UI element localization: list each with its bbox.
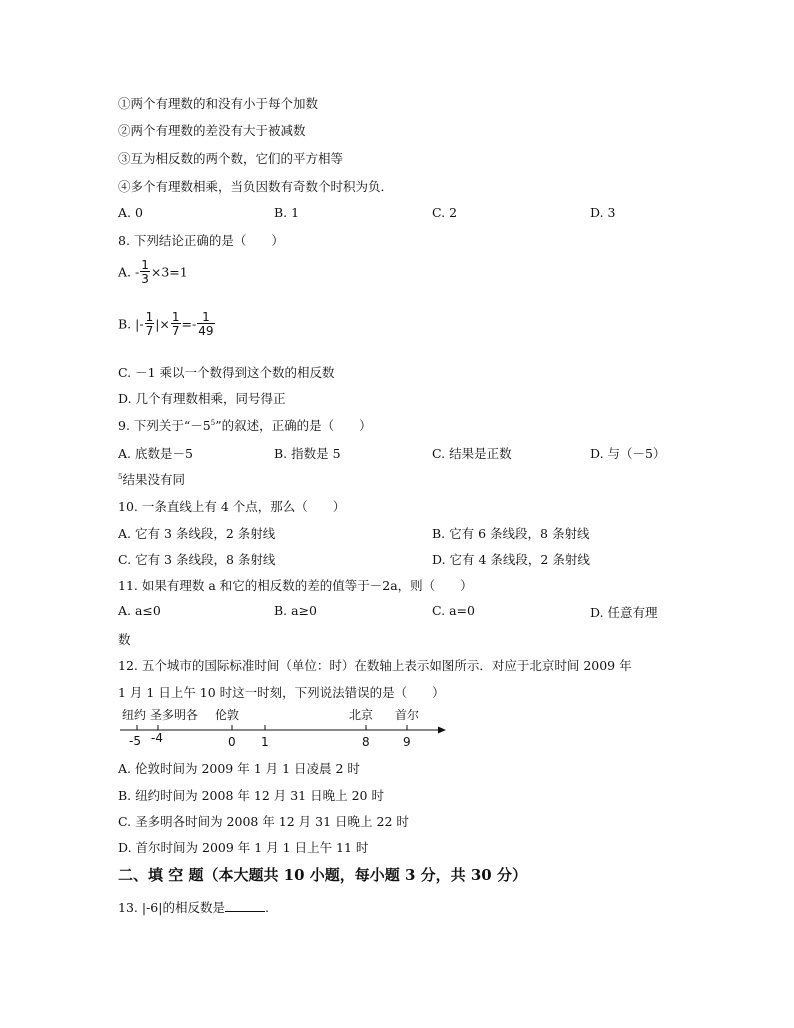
numerator: 1 xyxy=(202,310,210,324)
denominator: 7 xyxy=(145,324,154,338)
q9-option-d: D. 与（－5） xyxy=(590,446,666,461)
q12-stem-line1: 12. 五个城市的国际标准时间（单位：时）在数轴上表示如图所示．对应于北京时间 2009 年 xyxy=(118,658,632,673)
section-heading-fill-in: 二、填 空 题（本大题共 10 小题，每小题 3 分，共 30 分） xyxy=(118,866,527,884)
q8-b-eq: =- xyxy=(181,316,197,332)
q11-option-d: D. 任意有理 xyxy=(590,605,658,620)
q9-exponent: 5 xyxy=(210,419,216,427)
q9-cont-exponent: 5 xyxy=(118,473,123,481)
tick-label: 8 xyxy=(362,735,370,749)
q8-option-b xyxy=(118,311,216,337)
q10-stem: 10. 一条直线上有 4 个点，那么（ ） xyxy=(118,499,346,514)
q10-option-c: C. 它有 3 条线段，8 条射线 xyxy=(118,552,276,567)
q12-option-a: A. 伦敦时间为 2009 年 1 月 1 日凌晨 2 时 xyxy=(118,761,360,776)
q11-option-b: B. a≥0 xyxy=(274,603,318,618)
q11-stem: 11. 如果有理数 a 和它的相反数的差的值等于－2a，则（ ） xyxy=(118,578,473,593)
q7-option-d: D. 3 xyxy=(590,205,616,220)
statement-1: ①两个有理数的和没有小于每个加数 xyxy=(118,96,319,111)
q12-option-d: D. 首尔时间为 2009 年 1 月 1 日上午 11 时 xyxy=(118,840,369,855)
q10-option-b: B. 它有 6 条线段，8 条射线 xyxy=(432,526,590,541)
q9-stem-pre: 9. 下列关于“－5 xyxy=(118,418,211,433)
q12-option-c: C. 圣多明各时间为 2008 年 12 月 31 日晚上 22 时 xyxy=(118,814,409,829)
fraction xyxy=(140,259,150,285)
tick-label: -5 xyxy=(129,734,141,748)
q9-stem xyxy=(118,416,372,434)
q11-option-c: C. a=0 xyxy=(432,603,475,618)
denominator: 49 xyxy=(198,324,214,338)
q9-cont-text: 结果没有同 xyxy=(122,472,185,487)
q11-option-a: A. a≤0 xyxy=(118,603,161,618)
q8-a-prefix: A. - xyxy=(118,264,140,280)
q8-b-mid: |× xyxy=(155,316,170,332)
numerator: 1 xyxy=(145,310,154,324)
q8-a-suffix: ×3=1 xyxy=(150,264,188,280)
q9-option-b: B. 指数是 5 xyxy=(274,446,341,461)
q9-option-d-continued xyxy=(118,470,185,488)
q13-period: . xyxy=(264,900,269,915)
q8-option-a xyxy=(118,259,188,285)
q7-option-a: A. 0 xyxy=(118,205,143,220)
numerator: 1 xyxy=(171,310,180,324)
q8-option-d: D. 几个有理数相乘，同号得正 xyxy=(118,391,286,406)
city-label-santo-domingo: 圣多明各 xyxy=(150,708,199,722)
tick-label: 9 xyxy=(403,735,411,749)
q13-text: 13. |-6|的相反数是 xyxy=(118,900,225,915)
q12-option-b: B. 纽约时间为 2008 年 12 月 31 日晚上 20 时 xyxy=(118,788,384,803)
q11-option-d-continued: 数 xyxy=(118,632,131,647)
statement-4: ④多个有理数相乘，当负因数有奇数个时积为负． xyxy=(118,179,394,194)
q9-option-c: C. 结果是正数 xyxy=(432,446,512,461)
tick-label: 0 xyxy=(228,735,236,749)
q13-stem xyxy=(118,898,269,916)
q7-option-c: C. 2 xyxy=(432,205,458,220)
denominator: 3 xyxy=(141,272,149,286)
q10-option-d: D. 它有 4 条线段，2 条射线 xyxy=(432,552,590,567)
number-line-figure xyxy=(118,703,450,751)
q8-option-c: C. －1 乘以一个数得到这个数的相反数 xyxy=(118,365,335,380)
city-label-london: 伦敦 xyxy=(215,708,240,722)
city-label-new-york: 纽约 xyxy=(122,708,147,722)
city-label-seoul: 首尔 xyxy=(395,708,420,722)
q7-option-b: B. 1 xyxy=(274,205,300,220)
q9-option-a: A. 底数是－5 xyxy=(118,446,193,461)
fraction xyxy=(197,311,214,337)
denominator: 7 xyxy=(171,324,180,338)
answer-blank[interactable] xyxy=(225,900,265,912)
statement-3: ③互为相反数的两个数，它们的平方相等 xyxy=(118,151,344,166)
axis-arrow-icon xyxy=(438,727,446,734)
q8-b-prefix: B. |- xyxy=(118,316,144,332)
statement-2: ②两个有理数的差没有大于被减数 xyxy=(118,123,306,138)
numerator: 1 xyxy=(141,258,149,272)
q9-stem-post: ”的叙述，正确的是（ ） xyxy=(215,418,372,433)
tick-label: -4 xyxy=(151,731,163,745)
fraction xyxy=(171,311,181,337)
fraction xyxy=(145,311,155,337)
tick-label: 1 xyxy=(261,735,269,749)
city-label-beijing: 北京 xyxy=(349,708,374,722)
q12-stem-line2: 1 月 1 日上午 10 时这一时刻，下列说法错误的是（ ） xyxy=(118,685,445,700)
q10-option-a: A. 它有 3 条线段，2 条射线 xyxy=(118,526,276,541)
q8-stem: 8. 下列结论正确的是（ ） xyxy=(118,233,284,248)
